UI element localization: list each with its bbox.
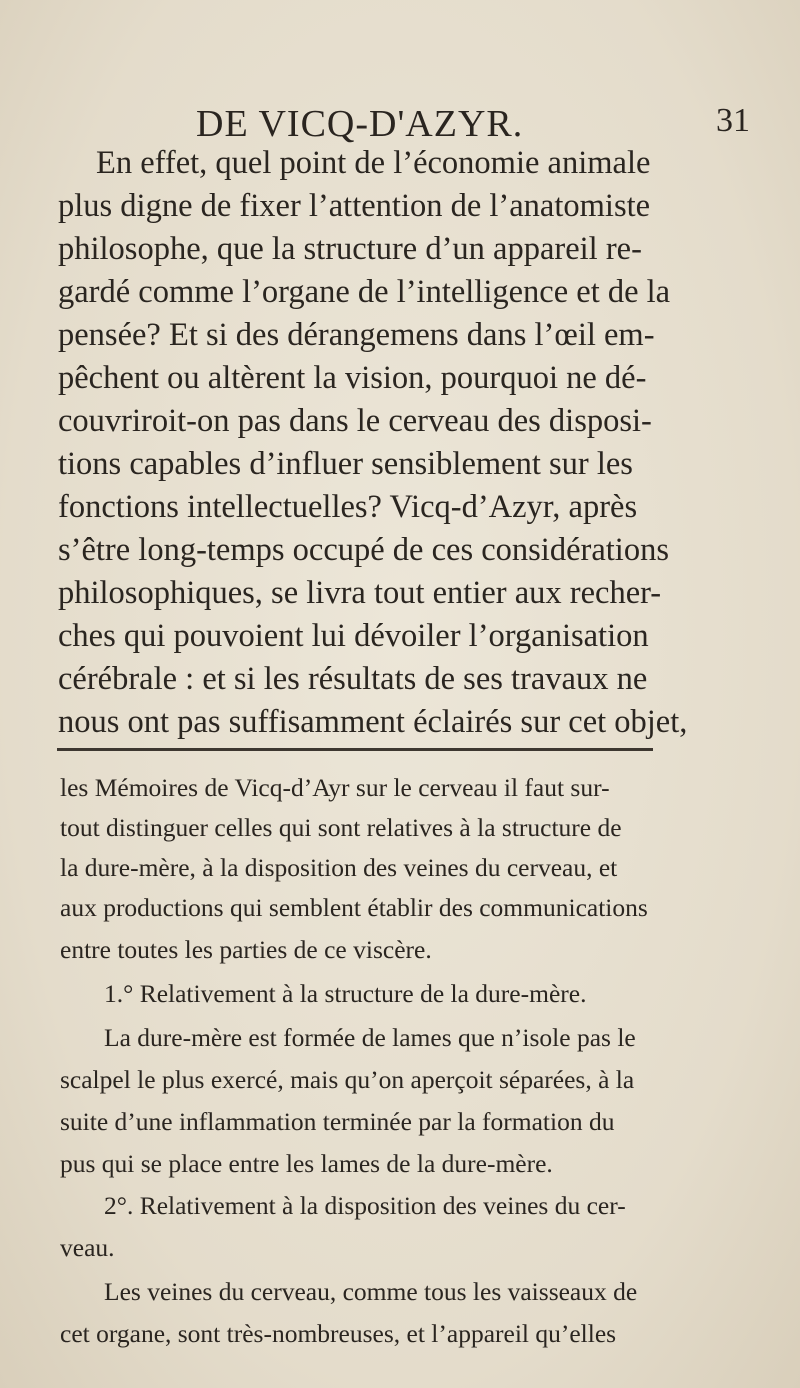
page-header: [100, 102, 750, 145]
text-line: tions capables d’influer sensiblement sur les: [58, 446, 633, 482]
text-line: plus digne de fixer l’attention de l’anatomiste: [58, 188, 651, 224]
text-line: pus qui se place entre les lames de la dure-mère.: [60, 1149, 553, 1178]
text-line: suite d’une inflammation terminée par la formation du: [60, 1107, 615, 1136]
text-line: philosophe, que la structure d’un appareil re-: [58, 231, 642, 267]
section-heading: 1.° Relativement à la structure de la dure-mère.: [104, 979, 587, 1008]
page-number: 31: [716, 102, 750, 139]
text-line: En effet, quel point de l’économie animale: [96, 145, 651, 181]
text-line: entre toutes les parties de ce viscère.: [60, 935, 432, 964]
text-line: cérébrale : et si les résultats de ses travaux ne: [58, 661, 648, 697]
text-line: ches qui pouvoient lui dévoiler l’organisation: [58, 618, 649, 654]
running-title: DE VICQ-D'AZYR.: [196, 103, 524, 145]
text-line: s’être long-temps occupé de ces considérations: [58, 532, 669, 568]
text-line: aux productions qui semblent établir des communications: [60, 893, 648, 922]
text-line: Les veines du cerveau, comme tous les vaisseaux de: [104, 1277, 638, 1306]
text-line: nous ont pas suffisamment éclairés sur cet objet,: [58, 704, 688, 740]
text-line: pêchent ou altèrent la vision, pourquoi ne dé-: [58, 360, 647, 396]
text-line: La dure-mère est formée de lames que n’isole pas le: [104, 1023, 636, 1052]
text-line: la dure-mère, à la disposition des veines du cerveau, et: [60, 853, 618, 882]
text-line: cet organe, sont très-nombreuses, et l’appareil qu’elles: [60, 1319, 617, 1348]
text-line: philosophiques, se livra tout entier aux recher-: [58, 575, 662, 611]
section-heading: 2°. Relativement à la disposition des veines du cer-: [104, 1191, 626, 1220]
text-line: fonctions intellectuelles? Vicq-d’Azyr, après: [58, 489, 638, 525]
text-line: couvriroit-on pas dans le cerveau des disposi-: [58, 403, 652, 439]
text-line: tout distinguer celles qui sont relatives à la structure de: [60, 813, 622, 842]
text-line: veau.: [60, 1233, 115, 1262]
text-line: pensée? Et si des dérangemens dans l’œil em-: [58, 317, 655, 353]
text-line: les Mémoires de Vicq-d’Ayr sur le cerveau il faut sur-: [60, 773, 610, 802]
text-line: scalpel le plus exercé, mais qu’on aperçoit séparées, à la: [60, 1065, 635, 1094]
text-line: gardé comme l’organe de l’intelligence et de la: [58, 274, 671, 310]
section-divider: [57, 748, 653, 751]
